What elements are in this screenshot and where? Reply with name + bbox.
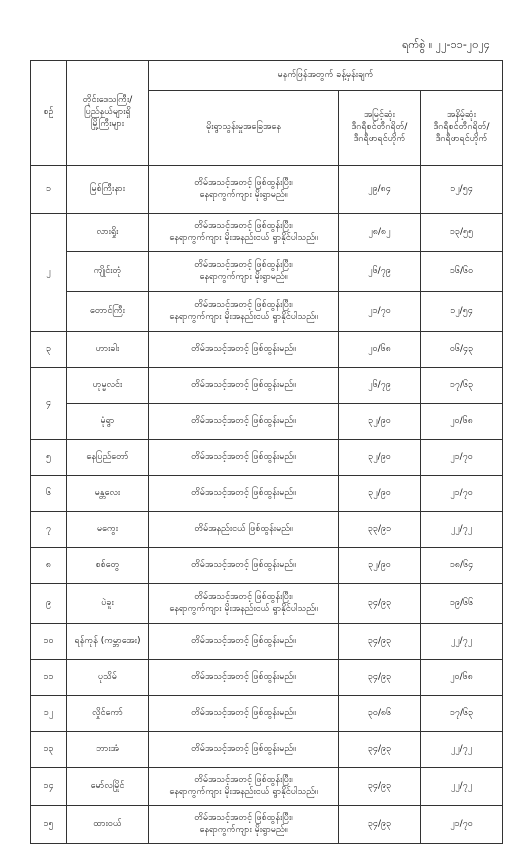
- weather-condition: တိမ်အသင့်အတင့် ဖြစ်ထွန်းမည်။: [149, 660, 339, 696]
- max-temperature: ၂၈/၈၂: [339, 214, 421, 252]
- city-name: ရန်ကုန် (ကမ္ဘာအေး): [67, 624, 149, 660]
- weather-condition: တိမ်အသင့်အတင့် ဖြစ်ထွန်းမည်။: [149, 476, 339, 512]
- min-temperature: ၁၂/၅၄: [421, 292, 503, 332]
- table-row: [31, 252, 503, 292]
- min-temperature: ၁၃/၅၅: [421, 214, 503, 252]
- city-name: ပုသိမ်: [67, 660, 149, 696]
- table-row: [31, 292, 503, 332]
- table-row: [31, 548, 503, 584]
- table-row: [31, 768, 503, 806]
- city-name: မော်လမြိုင်: [67, 768, 149, 806]
- table-row: [31, 214, 503, 252]
- min-temperature: ၂၀/၆၈: [421, 660, 503, 696]
- city-name: ထားဝယ်: [67, 806, 149, 844]
- row-number: ၁၂: [31, 696, 67, 732]
- max-temperature: ၂၁/၇၀: [339, 292, 421, 332]
- table-row: [31, 512, 503, 548]
- max-temperature: ၃၄/၉၃: [339, 624, 421, 660]
- max-temperature: ၃၄/၉၃: [339, 806, 421, 844]
- row-number: ၁၁: [31, 660, 67, 696]
- table-row: [31, 166, 503, 214]
- min-temperature: ၀၆/၄၃: [421, 332, 503, 368]
- city-name: စစ်တွေ: [67, 548, 149, 584]
- weather-condition: တိမ်အသင့်အတင့် ဖြစ်ထွန်းမည်။: [149, 696, 339, 732]
- forecast-table: [30, 60, 503, 844]
- row-number: ၄: [31, 368, 67, 440]
- table-row: [31, 584, 503, 624]
- weather-condition: တိမ်အသင့်အတင့် ဖြစ်ထွန်းမည်။: [149, 548, 339, 584]
- table-row: [31, 732, 503, 768]
- max-temperature: ၂၀/၆၈: [339, 332, 421, 368]
- min-temperature: ၂၁/၇၀: [421, 476, 503, 512]
- table-row: [31, 624, 503, 660]
- table-row: [31, 476, 503, 512]
- weather-condition: တိမ်အသင့်အတင့် ဖြစ်ထွန်းပြီး၊ နေရာကွက်ကျား မိုးရွာမည်။: [149, 166, 339, 214]
- min-temperature: ၁၈/၆၄: [421, 548, 503, 584]
- min-temperature: ၁၇/၆၃: [421, 696, 503, 732]
- max-temperature: ၃၀/၈၆: [339, 696, 421, 732]
- min-temperature: ၂၂/၇၂: [421, 768, 503, 806]
- min-temperature: ၁၂/၅၄: [421, 166, 503, 214]
- max-temperature: ၃၄/၉၃: [339, 584, 421, 624]
- max-temperature: ၂၉/၈၄: [339, 166, 421, 214]
- header-forecast-group: မနက်ဖြန်အတွက် ခန့်မှန်းချက်: [149, 61, 503, 91]
- row-number: ၉: [31, 584, 67, 624]
- weather-condition: တိမ်အသင့်အတင့် ဖြစ်ထွန်းမည်။: [149, 732, 339, 768]
- city-name: လားရှိုး: [67, 214, 149, 252]
- weather-condition: တိမ်အသင့်အတင့် ဖြစ်ထွန်းပြီး၊ နေရာကွက်ကျား မိုးရွာမည်။: [149, 252, 339, 292]
- city-name: ကျိုင်းတုံ: [67, 252, 149, 292]
- row-number: ၁၀: [31, 624, 67, 660]
- row-number: ၆: [31, 476, 67, 512]
- max-temperature: ၃၂/၉၀: [339, 476, 421, 512]
- table-row: [31, 440, 503, 476]
- row-number: ၁၅: [31, 806, 67, 844]
- table-row: [31, 696, 503, 732]
- table-row: [31, 332, 503, 368]
- city-name: တောင်ကြီး: [67, 292, 149, 332]
- header-no: စဉ်: [31, 61, 67, 166]
- min-temperature: ၁၇/၆၃: [421, 368, 503, 404]
- max-temperature: ၃၄/၉၃: [339, 660, 421, 696]
- weather-condition: တိမ်အသင့်အတင့် ဖြစ်ထွန်းမည်။: [149, 368, 339, 404]
- header-city: တိုင်းဒေသကြီး/ ပြည်နယ်များရှိ မြို့ကြီးများ: [67, 61, 149, 166]
- row-number: ၁၃: [31, 732, 67, 768]
- weather-condition: တိမ်အသင့်အတင့် ဖြစ်ထွန်းမည်။: [149, 332, 339, 368]
- row-number: ၂: [31, 214, 67, 332]
- city-name: မကွေး: [67, 512, 149, 548]
- weather-condition: တိမ်အသင့်အတင့် ဖြစ်ထွန်းပြီး၊ နေရာကွက်ကျား မိုးအနည်းငယ် ရွာနိုင်ပါသည်။: [149, 768, 339, 806]
- header-max-temp: အမြင့်ဆုံး ဒီဂရီစင်တီဂရိတ်/ ဒီဂရီဖာရင်ဟိုက်: [339, 91, 421, 166]
- header-min-temp: အနိမ့်ဆုံး ဒီဂရီစင်တီဂရိတ်/ ဒီဂရီဖာရင်ဟိုက်: [421, 91, 503, 166]
- min-temperature: ၂၂/၇၂: [421, 512, 503, 548]
- weather-condition: တိမ်အနည်းငယ် ဖြစ်ထွန်းမည်။: [149, 512, 339, 548]
- min-temperature: ၁၆/၆၀: [421, 252, 503, 292]
- max-temperature: ၃၃/၉၁: [339, 512, 421, 548]
- city-name: ပဲခူး: [67, 584, 149, 624]
- min-temperature: ၂၀/၆၈: [421, 404, 503, 440]
- max-temperature: ၃၂/၉၀: [339, 440, 421, 476]
- min-temperature: ၂၁/၇၀: [421, 806, 503, 844]
- min-temperature: ၂၂/၇၂: [421, 732, 503, 768]
- weather-condition: တိမ်အသင့်အတင့် ဖြစ်ထွန်းမည်။: [149, 624, 339, 660]
- weather-condition: တိမ်အသင့်အတင့် ဖြစ်ထွန်းပြီး၊ နေရာကွက်ကျား မိုးအနည်းငယ် ရွာနိုင်ပါသည်။: [149, 584, 339, 624]
- city-name: နေပြည်တော်: [67, 440, 149, 476]
- table-row: [31, 404, 503, 440]
- table-row: [31, 660, 503, 696]
- weather-condition: တိမ်အသင့်အတင့် ဖြစ်ထွန်းပြီး၊ နေရာကွက်ကျား မိုးအနည်းငယ် ရွာနိုင်ပါသည်။: [149, 214, 339, 252]
- weather-condition: တိမ်အသင့်အတင့် ဖြစ်ထွန်းပြီး၊ နေရာကွက်ကျား မိုးရွာမည်။: [149, 806, 339, 844]
- row-number: ၅: [31, 440, 67, 476]
- row-number: ၃: [31, 332, 67, 368]
- city-name: မြစ်ကြီးနား: [67, 166, 149, 214]
- forecast-rows: [31, 166, 503, 844]
- max-temperature: ၃၂/၉၀: [339, 548, 421, 584]
- report-date: ရက်စွဲ ။ ၂၂-၁၁-၂၀၂၄: [402, 38, 490, 51]
- table-row: [31, 806, 503, 844]
- city-name: မန္တလေး: [67, 476, 149, 512]
- max-temperature: ၂၆/၇၉: [339, 368, 421, 404]
- row-number: ၁၄: [31, 768, 67, 806]
- min-temperature: ၁၉/၆၆: [421, 584, 503, 624]
- weather-condition: တိမ်အသင့်အတင့် ဖြစ်ထွန်းမည်။: [149, 404, 339, 440]
- city-name: လှိုင်ကော်: [67, 696, 149, 732]
- weather-condition: တိမ်အသင့်အတင့် ဖြစ်ထွန်းမည်။: [149, 440, 339, 476]
- city-name: ဟုမ္မလင်း: [67, 368, 149, 404]
- min-temperature: ၂၁/၇၀: [421, 440, 503, 476]
- city-name: မုံရွာ: [67, 404, 149, 440]
- header-weather: မိုးရွာသွန်းမှုအခြေအနေ: [149, 91, 339, 166]
- max-temperature: ၂၆/၇၉: [339, 252, 421, 292]
- max-temperature: ၃၄/၉၃: [339, 732, 421, 768]
- max-temperature: ၃၂/၉၀: [339, 404, 421, 440]
- weather-condition: တိမ်အသင့်အတင့် ဖြစ်ထွန်းပြီး၊ နေရာကွက်ကျား မိုးအနည်းငယ် ရွာနိုင်ပါသည်။: [149, 292, 339, 332]
- table-row: [31, 368, 503, 404]
- max-temperature: ၃၄/၉၃: [339, 768, 421, 806]
- row-number: ၇: [31, 512, 67, 548]
- row-number: ၁: [31, 166, 67, 214]
- city-name: ဟားခါး: [67, 332, 149, 368]
- city-name: ဘားအံ: [67, 732, 149, 768]
- row-number: ၈: [31, 548, 67, 584]
- min-temperature: ၂၂/၇၂: [421, 624, 503, 660]
